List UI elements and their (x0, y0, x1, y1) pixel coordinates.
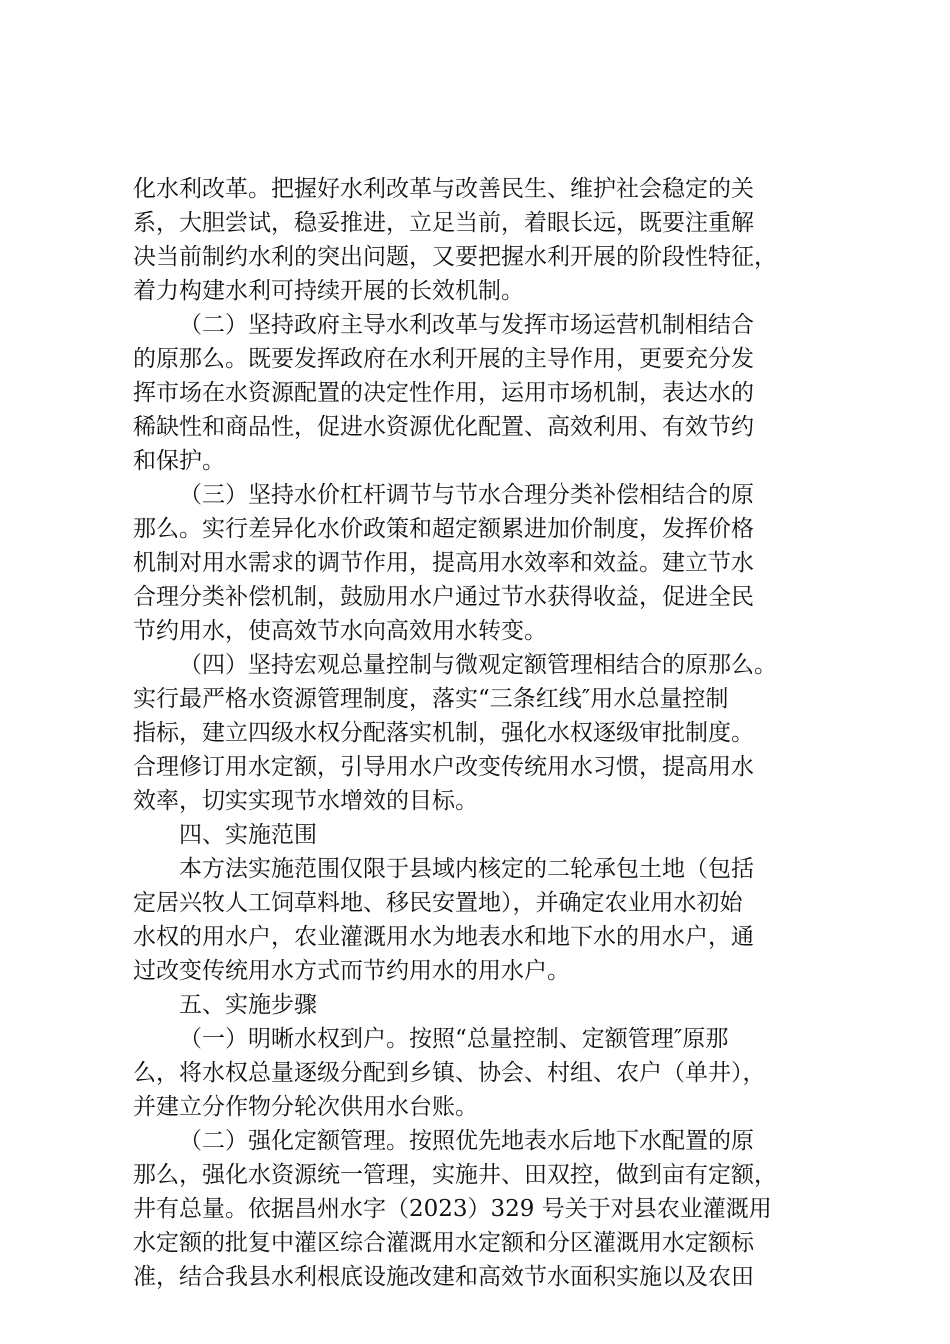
text-line: 系，大胆尝试，稳妥推进，立足当前，着眼长远，既要注重解 (133, 210, 754, 236)
paragraph-start-line: （二）强化定额管理。按照优先地表水后地下水配置的原 (179, 1128, 754, 1154)
text-line: 节约用水，使高效节水向高效用水转变。 (133, 618, 547, 644)
text-line: 过改变传统用水方式而节约用水的用水户。 (133, 958, 570, 984)
paragraph-start-line: （二）坚持政府主导水利改革与发挥市场运营机制相结合 (179, 312, 754, 338)
text-line: 挥市场在水资源配置的决定性作用，运用市场机制，表达水的 (133, 380, 754, 406)
text-line: 效率，切实实现节水增效的目标。 (133, 788, 478, 814)
text-line: 合理修订用水定额，引导用水户改变传统用水习惯，提高用水 (133, 754, 754, 780)
text-line: 那么，强化水资源统一管理，实施井、田双控，做到亩有定额， (133, 1162, 777, 1188)
text-line: 机制对用水需求的调节作用，提高用水效率和效益。建立节水 (133, 550, 754, 576)
paragraph-start-line: （四）坚持宏观总量控制与微观定额管理相结合的原那么。 (179, 652, 777, 678)
paragraph-start-line: （三）坚持水价杠杆调节与节水合理分类补偿相结合的原 (179, 482, 754, 508)
text-line: 和保护。 (133, 448, 225, 474)
section-heading: 四、实施范围 (179, 822, 317, 848)
text-line: 水权的用水户，农业灌溉用水为地表水和地下水的用水户，通 (133, 924, 754, 950)
text-line: 稀缺性和商品性，促进水资源优化配置、高效利用、有效节约 (133, 414, 754, 440)
text-line: 合理分类补偿机制，鼓励用水户通过节水获得收益，促进全民 (133, 584, 754, 610)
text-line: 并建立分作物分轮次供用水台账。 (133, 1094, 478, 1120)
text-line: 井有总量。依据昌州水字（2023）329 号关于对县农业灌溉用 (133, 1196, 772, 1222)
text-line: 么，将水权总量逐级分配到乡镇、协会、村组、农户（单井）， (133, 1060, 766, 1086)
paragraph-start-line: 本方法实施范围仅限于县域内核定的二轮承包土地（包括 (179, 856, 754, 882)
text-line: 着力构建水利可持续开展的长效机制。 (133, 278, 524, 304)
text-line: 实行最严格水资源管理制度，落实“三条红线″用水总量控制 (133, 686, 729, 712)
text-line: 的原那么。既要发挥政府在水利开展的主导作用，更要充分发 (133, 346, 754, 372)
text-line: 化水利改革。把握好水利改革与改善民生、维护社会稳定的关 (133, 176, 754, 202)
text-line: 指标，建立四级水权分配落实机制，强化水权逐级审批制度。 (133, 720, 754, 746)
text-line: 决当前制约水利的突出问题，又要把握水利开展的阶段性特征， (133, 244, 777, 270)
text-line: 水定额的批复中灌区综合灌溉用水定额和分区灌溉用水定额标 (133, 1230, 754, 1256)
paragraph-start-line: （一）明晰水权到户。按照“总量控制、定额管理″原那 (179, 1026, 729, 1052)
section-heading: 五、实施步骤 (179, 992, 317, 1018)
text-line: 定居兴牧人工饲草料地、移民安置地），并确定农业用水初始 (133, 890, 743, 916)
text-line: 准，结合我县水利根底设施改建和高效节水面积实施以及农田 (133, 1264, 754, 1290)
text-line: 那么。实行差异化水价政策和超定额累进加价制度，发挥价格 (133, 516, 754, 542)
